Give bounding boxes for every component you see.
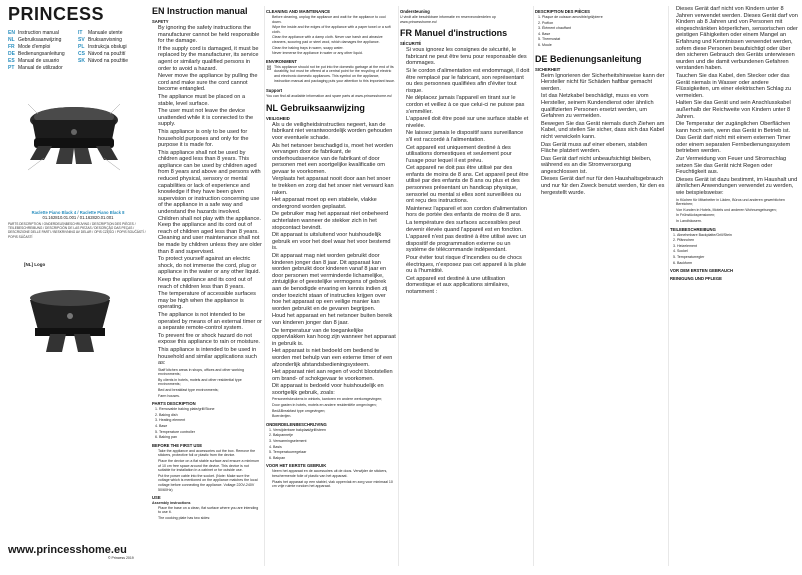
en-support-heading: Support: [266, 88, 283, 94]
part-item: 2. Pfännchen: [677, 238, 798, 243]
bullet-item: • Si vous ignorez les consignes de sécurité, le fabricant ne peut être tenu pour responsable des dommages.: [406, 47, 530, 67]
part-item: 6. Baking pan: [159, 435, 262, 440]
copyright-date: © Princess 2019: [108, 556, 134, 560]
bullet-item: • Never immerse the appliance in water or any other liquid.: [272, 51, 396, 56]
bullet-item: • Verplaats het apparaat nooit door aan het snoer te trekken en zorg dat het snoer niet verward kan raken.: [272, 176, 396, 196]
bullet-item: • This appliance shall not be used by children aged less than 8 years. This appliance can be used by children aged from 8 years and above and persons with reduced physical, sensory or mental capabilities or lack of experience and knowledge if they have been given supervision or instruction concerning use of the appliance in a safe way and understand the hazards involved. Children shall not play with the appliance. Keep the appliance and its cord out of reach of children aged less than 8 years. Cleaning and user maintenance shall not be made by children unless they are older than 8 and supervised.: [158, 150, 262, 256]
use-item: • Door gasten in hotels, motels en andere residentiële omgevingen;: [272, 403, 396, 408]
bullet-item: • Het apparaat niet aan regen of vocht blootstellen om brand- of schokgevaar te voorkomen.: [272, 369, 396, 382]
bullet-item: • Before cleaning, unplug the appliance and wait for the appliance to cool down.: [272, 15, 396, 24]
bullet-item: • Keep the appliance and its cord out of reach of children less than 8 years.: [158, 277, 262, 290]
use-item: • Von Kunden in Hotels, Motels und anderen Wohnumgebungen;: [676, 208, 798, 213]
bullet-item: • Put the power cable into the socket. (Note: Make sure the voltage which is mentioned on the appliance matches the local voltage before connecting the appliance. Voltage 220V-240V 50/60Hz): [158, 474, 262, 492]
language-code: EN: [8, 30, 15, 36]
en-before-list: [152, 449, 262, 492]
de-title: DE Bedienungsanleitung: [535, 53, 642, 64]
column-nl-fr: [400, 6, 530, 568]
bullet-list: [535, 73, 665, 197]
use-item: • In Küchen für Mitarbeiter in Läden, Büros und anderen gewerblichen Bereichen;: [676, 198, 798, 207]
bullet-item: • Take the appliance and accessories out the box. Remove the stickers, protective foil or plastic from the device.: [158, 449, 262, 458]
language-code: PL: [78, 44, 85, 50]
bullet-item: • This appliance is only to be used for household purposes and only for the purpose it is made for.: [158, 129, 262, 149]
bullet-item: • De temperatuur van de toegankelijke oppervlakken kan hoog zijn wanneer het apparaat in gebruik is.: [272, 328, 396, 348]
part-item: 4. Base: [159, 424, 262, 429]
part-item: 2. Bakpannetje: [273, 433, 396, 438]
use-item: • Bed&Breakfast type omgevingen;: [272, 409, 396, 414]
bullet-item: • Ne laissez jamais le dispositif sans surveillance s'il est raccordé à l'alimentation.: [406, 130, 530, 143]
part-item: 1. Removable baking plate/grill/Stone: [159, 407, 262, 412]
language-code: DE: [8, 51, 15, 57]
bullet-item: • Die Temperatur der zugänglichen Oberflächen kann hoch sein, wenn das Gerät in Betrieb ist.: [676, 121, 798, 134]
bullet-item: • Dit apparaat mag niet worden gebruikt door kinderen jonger dan 8 jaar. Dit apparaat kan worden gebruikt door kinderen vanaf 8 jaar en door personen met verminderde lichamelijke, zintuiglijke of geestelijke vermogens of gebrek aan de benodigde ervaring en kennis indien zij onder toezicht staan of instructies krijgen over hoe het apparaat op een veilige manier kan worden gebruikt en de gevaren begrijpen.: [272, 253, 396, 312]
part-item: 3. Heizelement: [677, 244, 798, 249]
language-entry: [8, 37, 78, 44]
language-code: NL: [8, 37, 15, 43]
language-name: Instruction manual: [18, 30, 59, 36]
model-caption: [8, 210, 148, 220]
language-entry: [8, 30, 78, 37]
bullet-item: • Zur Vermeidung von Feuer und Stromschlag setzen Sie das Gerät nicht Regen oder Feuchtigkeit aus.: [676, 156, 798, 176]
bullet-item: • The appliance must be placed on a stable, level surface.: [158, 94, 262, 107]
use-item: • By clients in hotels, motels and other residential type environments;: [158, 378, 262, 387]
column-divider: [264, 6, 265, 566]
language-entry: [78, 58, 148, 65]
language-row: [8, 58, 148, 65]
de-parts-list: [670, 233, 798, 266]
language-entry: [8, 51, 78, 58]
nl-safety-heading: VEILIGHEID: [266, 115, 290, 121]
column-divider: [533, 6, 534, 566]
use-item: • Staff kitchen areas in shops, offices and other working environments;: [158, 368, 262, 377]
bullet-item: • Place the device on a flat stable surface and ensure a minimum of 10 cm free space around the device. This device is not suitable for installation in a cabinet or for outside use.: [158, 459, 262, 473]
bullet-item: • Dieses Gerät darf nur für den Haushaltsgebrauch und nur für den Zweck benutzt werden, für den es hergestellt wurde.: [541, 176, 665, 196]
nl-parts-heading: ONDERDELENBESCHRIJVING: [266, 421, 327, 427]
raclette-product-image: [24, 80, 124, 200]
nl-before-heading: VOOR HET EERSTE GEBRUIK: [266, 463, 327, 469]
column-divider: [398, 6, 399, 566]
part-item: 5. Temperature controller: [159, 430, 262, 435]
part-item: 5. Temperaturregler: [677, 255, 798, 260]
en-support-text: You can find all available information and spare parts at www.princesshome.eu!: [266, 94, 393, 99]
use-item: • In Landhäusern.: [676, 219, 798, 224]
language-name: Manual de usuario: [18, 58, 60, 64]
bullet-item: • Cet appareil ne doit pas être utilisé par des enfants de moins de 8 ans. Cet appareil peut être utilisé par des enfants de 8 ans ou plus et des personnes présentant un handicap physique, sensoriel ou mental si elles sont surveillées ou ont reçu des instructions.: [406, 165, 530, 205]
column-en-intro: [152, 6, 262, 568]
part-item: 1. Plaque de cuisson amovible/gril/pierre: [542, 15, 665, 20]
language-name: Instrukcja obsługi: [88, 44, 127, 50]
bullet-list: [266, 122, 396, 397]
bullet-item: • Clean the appliance with a damp cloth. Never use harsh and abrasive cleaners, scouring pad or steel wool, which damages the appliance.: [272, 35, 396, 44]
bullet-item: • Das Gerät muss auf einer ebenen, stabilen Fläche platziert werden.: [541, 142, 665, 155]
detail-label: [NL] Logo: [24, 262, 46, 267]
en-before-heading: BEFORE THE FIRST USE: [152, 442, 203, 448]
nl-support-text: U vindt alle beschikbare informatie en reserveonderdelen op www.princesshome.eu!: [400, 15, 496, 24]
language-entry: [8, 58, 78, 65]
bullet-item: • The cooking plate has two sides:: [158, 516, 262, 521]
bullet-item: • If the supply cord is damaged, it must be replaced by the manufacturer, its service agent or similarly qualified persons in order to avoid a hazard.: [158, 46, 262, 72]
use-item: • In Frühstückspensionen;: [676, 213, 798, 218]
crossed-bin-icon: [266, 65, 272, 70]
language-entry: [78, 44, 148, 51]
part-item: 1. Verwijderbare bakplaat/grill/steen: [273, 428, 396, 433]
bullet-list: [266, 469, 396, 488]
bullet-item: • To prevent fire or shock hazard do not expose this appliance to rain or moisture.: [158, 333, 262, 346]
part-item: 4. Basis: [273, 445, 396, 450]
part-item: 2. Poêlon: [542, 21, 665, 26]
bullet-list: [152, 25, 262, 367]
bullet-item: • Als het netsnoer beschadigd is, moet het worden vervangen door de fabrikant, de onderhoudsservice van de fabrikant of door personen met een soortgelijke kwalificatie om gevaar te voorkomen.: [272, 143, 396, 176]
language-row: [8, 37, 148, 44]
bullet-item: • The temperature of accessible surfaces may be high when the appliance is operating.: [158, 291, 262, 311]
language-name: Návod na použitie: [88, 58, 129, 64]
bullet-item: • The user must not leave the device unattended while it is connected to the supply.: [158, 108, 262, 128]
language-name: Manual de utilizador: [18, 65, 63, 71]
bullet-item: • Maintenez l'appareil et son cordon d'alimentation hors de portée des enfants de moins de 8 ans.: [406, 206, 530, 219]
de-cleaning-heading: REINIGUNG UND PFLEGE: [670, 276, 722, 282]
bullet-item: • Pour éviter tout risque d'incendies ou de chocs électriques, n'exposez pas cet appareil à la pluie ou à l'humidité.: [406, 255, 530, 275]
en-env-block: [266, 65, 396, 85]
language-name: Mode d'emploi: [18, 44, 51, 50]
parts-caption: PARTS DESCRIPTION / ONDERDELENBESCHRIJVING / DESCRIPTION DES PIÈCES / TEILEBESCHREIBUNG / DESCRIPCIÓN DE LAS PIEZAS / DESCRIÇÃO DAS PEÇAS / DESCRIZIONE DELLE PARTI / BESKRIVNING AV DELAR / OPIS CZĘŚCI / POPIS SOUČÁSTÍ / POPIS SÚČASTÍ: [8, 222, 146, 239]
language-row: [8, 44, 148, 51]
website-url[interactable]: www.princesshome.eu: [8, 544, 127, 556]
en-use-heading: USE: [152, 495, 161, 501]
part-item: 6. Moule: [542, 43, 665, 48]
bullet-item: • This appliance is intended to be used in household and similar applications such as:: [158, 347, 262, 367]
language-entry: [78, 37, 148, 44]
language-entry: [8, 44, 78, 51]
en-cleaning-heading: CLEANING AND MAINTENANCE: [266, 9, 331, 14]
bullet-item: • By ignoring the safety instructions the manufacturer cannot be held responsible for the damage.: [158, 25, 262, 45]
de-uses-list: [670, 198, 798, 224]
fr-parts-heading: DESCRIPTION DES PIÈCES: [535, 9, 590, 14]
language-entry: [78, 51, 148, 58]
bullet-item: • Place the base on a clean, flat surface where you are intending to use it.: [158, 506, 262, 515]
part-item: 3. Heating element: [159, 418, 262, 423]
language-code: PT: [8, 65, 15, 71]
fr-safety-heading: SÉCURITÉ: [400, 41, 422, 47]
nl-title: NL Gebruiksaanwijzing: [266, 102, 365, 113]
bullet-item: • Plaats het apparaat op een stabiel, vlak oppervlak en zorg voor minimaal 10 cm vrije ruimte rondom het apparaat.: [272, 480, 396, 489]
bullet-item: • Ne déplacez jamais l'appareil en tirant sur le cordon et veillez à ce que celui-ci ne puisse pas s'emmêler.: [406, 95, 530, 115]
language-row: [8, 65, 148, 72]
bullet-list: [152, 449, 262, 492]
en-assembly-list: [152, 506, 262, 521]
column-fr-de: [535, 6, 665, 568]
nl-support-heading: Ondersteuning: [400, 9, 430, 14]
part-item: 1. Abnehmbare Backplatte/Grill/Stein: [677, 233, 798, 238]
bullet-item: • De gebruiker mag het apparaat niet onbeheerd achterlaten wanneer de stekker zich in het stopcontact bevindt.: [272, 211, 396, 231]
language-name: Manuale utente: [88, 30, 123, 36]
model-numbers: 01.162810.01.001 / 01.162820.01.001: [42, 215, 114, 221]
fr-parts-list: [535, 15, 665, 48]
bullet-list: [400, 47, 530, 295]
part-item: 5. Thermostat: [542, 37, 665, 42]
bullet-item: • Tauchen Sie das Kabel, den Stecker oder das Gerät niemals in Wasser oder andere Flüssigkeiten, um einer elektrischen Schlag zu vermeiden.: [676, 73, 798, 99]
language-entry: [78, 30, 148, 37]
bullet-item: • Neem het apparaat en de accessoires uit de doos. Verwijder de stickers, beschermende folie of plastic van het apparaat.: [272, 469, 396, 478]
bullet-item: • Wipe the inside and the edges of the appliance with a paper towel or a soft cloth.: [272, 25, 396, 34]
language-entry: [78, 65, 148, 72]
model-name: Raclette Piano Black 4 / Raclette Piano Black 8: [31, 210, 125, 215]
bullet-item: • Als u de veiligheidsinstructies negeert, kan de fabrikant niet verantwoordelijk worden gehouden voor eventuele schade.: [272, 122, 396, 142]
column-de: [670, 6, 798, 568]
bullet-item: • Si le cordon d'alimentation est endommagé, il doit être remplacé par le fabricant, son représentant ou des personnes qualifiées afin d'éviter tout risque.: [406, 68, 530, 94]
brand-logo: PRINCESS: [8, 4, 105, 24]
en-uses-list: [152, 368, 262, 399]
language-name: Bruksanvisning: [88, 37, 122, 43]
bullet-item: • Dit apparaat is uitsluitend voor huishoudelijk gebruik en voor het doel waar het voor bestemd is.: [272, 232, 396, 252]
de-before-heading: VOR DEM ERSTEN GEBRAUCH: [670, 268, 734, 274]
bullet-item: • Das Gerät darf nicht mit einem externen Timer oder einem separaten Fernbedienungssystem betrieben werden.: [676, 135, 798, 155]
en-parts-list: [152, 407, 262, 440]
language-code: IT: [78, 30, 83, 36]
de-safety-list-a: [535, 73, 665, 197]
en-parts-heading: PARTS DESCRIPTION: [152, 401, 196, 407]
language-row: [8, 51, 148, 58]
en-safety-heading: SAFETY: [152, 19, 169, 24]
en-cleaning-list: [266, 15, 396, 56]
bullet-item: • Dieses Gerät darf nicht von Kindern unter 8 Jahren verwendet werden. Dieses Gerät darf von Kindern ab 8 Jahren und von Personen mit eingeschränkten körperlichen, sensorischen oder geistigen Fähigkeiten oder einem Mangel an Erfahrung und Kenntnissen verwendet werden, sofern diese Personen beaufsichtigt oder über den sicheren Gebrauch des Geräts unterwiesen wurden und die damit verbundenen Gefahren verstanden haben.: [676, 6, 798, 72]
bullet-item: • The appliance is not intended to be operated by means of an external timer or a separate remote-control system.: [158, 312, 262, 332]
column-en-nl: [266, 6, 396, 568]
use-item: • Personeelskeukens in winkels, kantoren en andere werkomgevingen;: [272, 397, 396, 402]
nl-uses-list: [266, 397, 396, 418]
part-item: 6. Bakpan: [273, 456, 396, 461]
en-env-heading: ENVIRONMENT: [266, 58, 297, 64]
part-item: 5. Temperatuurregelaar: [273, 450, 396, 455]
fr-title: FR Manuel d'instructions: [400, 28, 508, 39]
language-entry: [8, 65, 78, 72]
part-item: 2. Baking dish: [159, 413, 262, 418]
language-name: Bedienungsanleitung: [18, 51, 65, 57]
de-safety-heading: SICHERHEIT: [535, 66, 561, 72]
bullet-item: • Beim Ignorieren der Sicherheitshinweise kann der Hersteller nicht für Schäden haftbar gemacht werden.: [541, 73, 665, 93]
bullet-item: • Dieses Gerät ist dazu bestimmt, im Haushalt und ähnlichen Anwendungen verwendet zu werden, wie beispielsweise:: [676, 177, 798, 197]
bullet-item: • Ist das Netzkabel beschädigt, muss es vom Hersteller, seinem Kundendienst oder ähnlich qualifizierten Personen ersetzt werden, um Gefahren zu vermeiden.: [541, 93, 665, 119]
bullet-item: • Het apparaat is niet bedoeld om bediend te worden met behulp van een externe timer of een afzonderlijk afstandsbedieningsysteem.: [272, 348, 396, 368]
language-row: [8, 30, 148, 37]
language-code: CS: [78, 51, 85, 57]
en-safety-list: [152, 25, 262, 367]
en-assembly-heading: Assembly instructions: [152, 501, 191, 506]
bullet-item: • Das Gerät darf nicht unbeaufsichtigt bleiben, während es an die Stromversorgung angeschlossen ist.: [541, 156, 665, 176]
bullet-item: • Never move the appliance by pulling the cord and make sure the cord cannot become entangled.: [158, 73, 262, 93]
part-item: 3. Verwarmingselement: [273, 439, 396, 444]
part-item: 6. Backform: [677, 261, 798, 266]
en-title: EN Instruction manual: [152, 6, 248, 16]
nl-parts-list: [266, 428, 396, 461]
language-name: Gebruiksaanwijzing: [18, 37, 62, 43]
bullet-item: • Dit apparaat is bedoeld voor huishoudelijk en soortgelijk gebruik, zoals:: [272, 383, 396, 396]
language-code: ES: [8, 58, 15, 64]
bullet-item: • Het apparaat moet op een stabiele, vlakke ondergrond worden geplaatst.: [272, 197, 396, 210]
language-code: SK: [78, 58, 85, 64]
bullet-item: • Bewegen Sie das Gerät niemals durch Ziehen am Kabel, und stellen Sie sicher, dass sich das Kabel nicht verwickeln kann.: [541, 121, 665, 141]
bullet-item: • Cet appareil est destiné à une utilisation domestique et aux applications similaires, notamment :: [406, 276, 530, 296]
column-divider: [668, 6, 669, 566]
raclette-detail-image: [20, 270, 120, 365]
language-name: Návod na použití: [88, 51, 126, 57]
use-item: • Boerderijen.: [272, 414, 396, 419]
bullet-item: • Houd het apparaat en het netsnoer buiten bereik van kinderen jonger dan 8 jaar.: [272, 313, 396, 326]
use-item: • Farm houses.: [158, 394, 262, 399]
part-item: 4. Base: [542, 32, 665, 37]
bullet-item: • To protect yourself against an electric shock, do not immerse the cord, plug or appliance in the water or any other liquid.: [158, 256, 262, 276]
bullet-item: • Cet appareil est uniquement destiné à des utilisations domestiques et seulement pour l'usage pour lequel il est prévu.: [406, 145, 530, 165]
fr-safety-list: [400, 47, 530, 295]
bullet-item: • L'appareil n'est pas destiné à être utilisé avec un dispositif de programmation externe ou un système de télécommande indépendant.: [406, 234, 530, 254]
bullet-list: [152, 506, 262, 521]
bullet-item: • La température des surfaces accessibles peut devenir élevée quand l'appareil est en fonction.: [406, 220, 530, 233]
de-parts-heading: TEILEBESCHREIBUNG: [670, 226, 716, 232]
bullet-list: [266, 15, 396, 56]
nl-safety-list: [266, 122, 396, 397]
de-safety-list-b: [670, 6, 798, 197]
use-item: • Bed and breakfast type environments;: [158, 388, 262, 393]
bullet-list: [670, 6, 798, 197]
language-code: FR: [8, 44, 15, 50]
nl-before-list: [266, 469, 396, 488]
bullet-item: • Clean the baking trays in warm, soapy water.: [272, 46, 396, 51]
part-item: 3. Élément chauffant: [542, 26, 665, 31]
part-item: 4. Sockel: [677, 249, 798, 254]
language-code: SV: [78, 37, 85, 43]
bullet-item: • L'appareil doit être posé sur une surface stable et nivelée.: [406, 116, 530, 129]
language-index: [8, 30, 148, 72]
bullet-item: • Halten Sie das Gerät und sein Anschlusskabel außerhalb der Reichweite von Kindern unter 8 Jahren.: [676, 100, 798, 120]
en-env-text: This appliance should not be put into the domestic garbage at the end of its durability, but must be offered at a central point for the recycling of electric and electronic domestic appliances. This symbol on the appliance, instruction manual and packaging puts your attention to this important issue.: [274, 64, 396, 83]
